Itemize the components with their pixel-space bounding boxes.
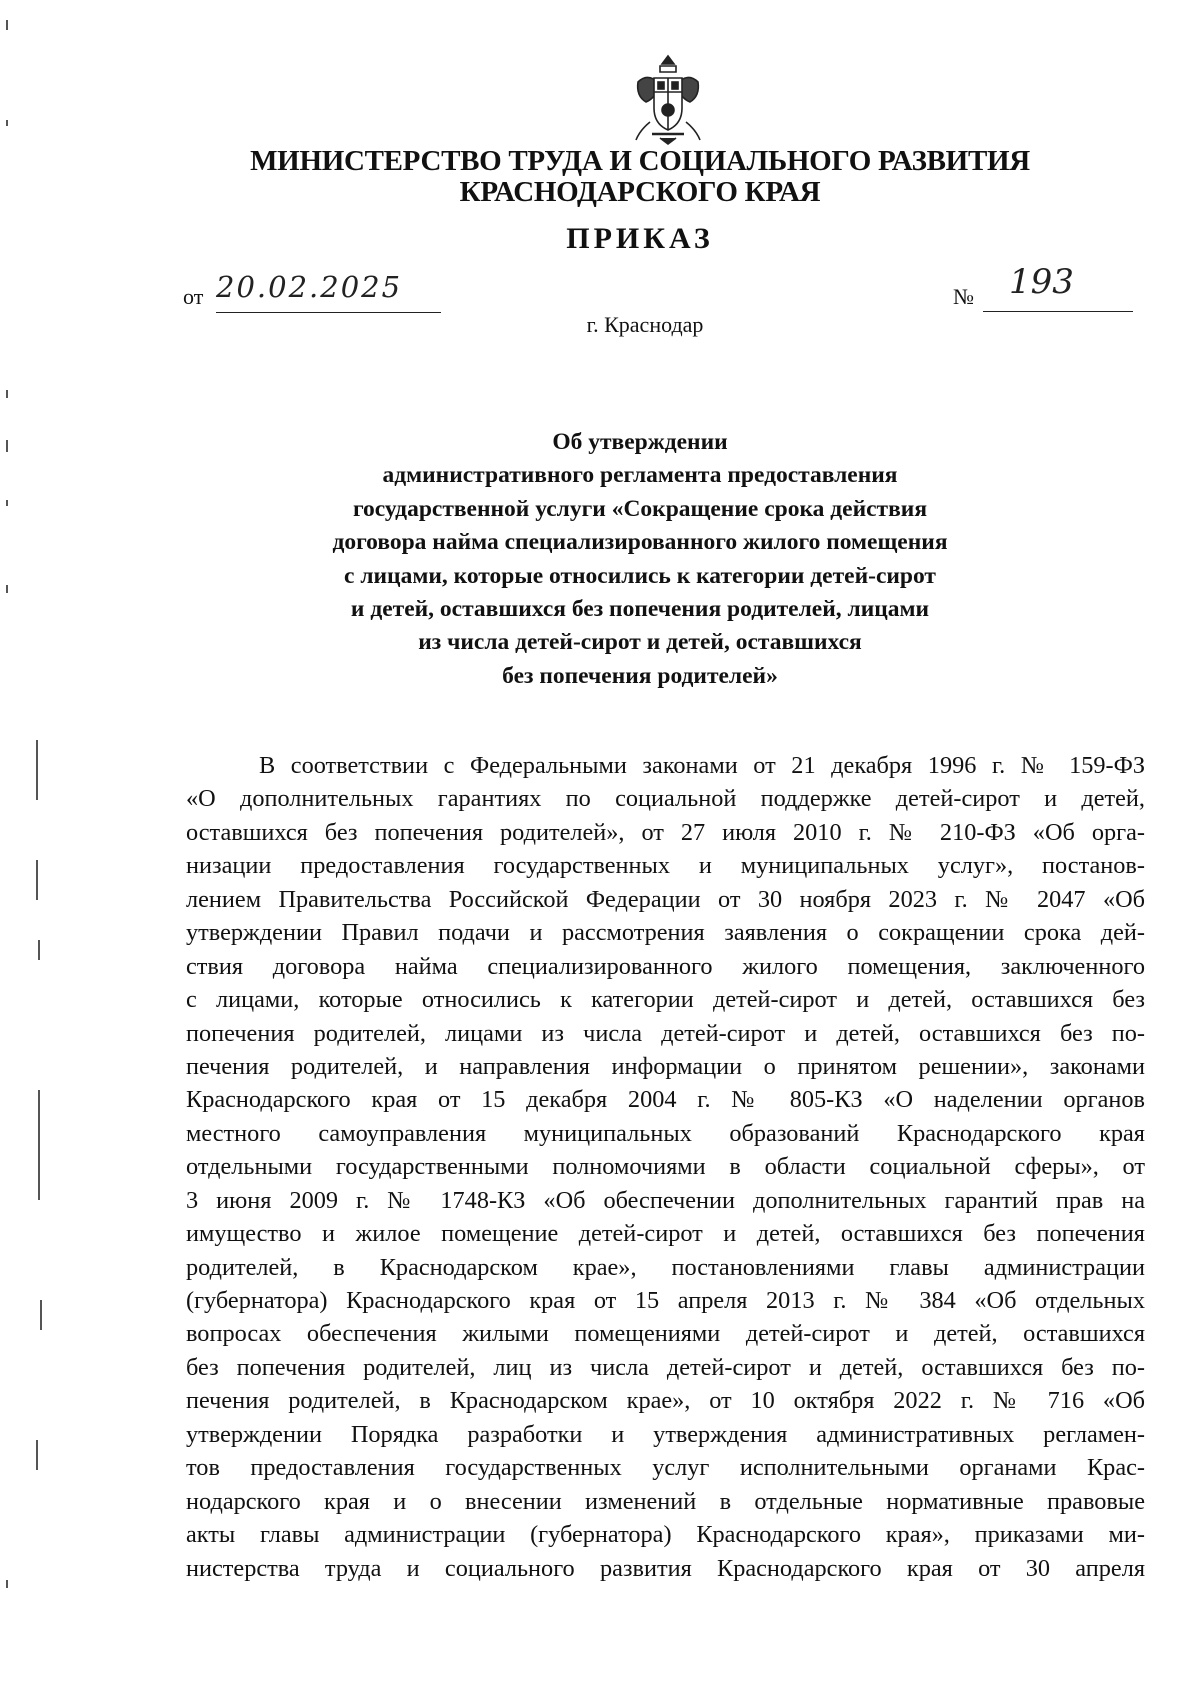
body-line: утверждении Порядка разработки и утверждения административных регламен- <box>186 1420 1145 1448</box>
date-prefix: от <box>183 284 204 309</box>
coat-of-arms-icon <box>630 52 706 146</box>
order-number <box>953 262 1133 314</box>
body-line: лением Правительства Российской Федерации от 30 ноября 2023 г. № 2047 «Об <box>186 885 1145 913</box>
body-line: отдельными государственными полномочиями в области социальной сферы», от <box>186 1153 1145 1181</box>
body-line: попечения родителей, лицами из числа детей-сирот и детей, оставшихся без по- <box>186 1019 1145 1047</box>
title-line: и детей, оставшихся без попечения родителей, лицами <box>350 596 930 623</box>
body-line: (губернатора) Краснодарского края от 15 апреля 2013 г. № 384 «Об отдельных <box>186 1287 1145 1314</box>
body-line: нодарского края и о внесении изменений в отдельные нормативные правовые <box>186 1487 1145 1515</box>
title-line: административного регламента предоставления <box>382 462 898 489</box>
ministry-line: КРАСНОДАРСКОГО КРАЯ <box>459 176 821 208</box>
ministry-line: МИНИСТЕРСТВО ТРУДА И СОЦИАЛЬНОГО РАЗВИТИЯ <box>250 145 1030 177</box>
body-line: ствия договора найма специализированного жилого помещения, заключенного <box>186 952 1145 980</box>
body-line: 3 июня 2009 г. № 1748-КЗ «Об обеспечении дополнительных гарантий прав на <box>186 1186 1145 1214</box>
body-line: имущество и жилое помещение детей-сирот и детей, оставшихся без попечения <box>186 1220 1145 1248</box>
document-type: ПРИКАЗ <box>566 222 714 255</box>
body-line: местного самоуправления муниципальных образований Краснодарского края <box>186 1119 1145 1147</box>
city-line: г. Краснодар <box>586 312 704 337</box>
body-line: низации предоставления государственных и муниципальных услуг», постанов- <box>186 852 1145 880</box>
order-body-paragraph <box>186 749 1145 1585</box>
body-line: утверждении Правил подачи и рассмотрения заявления о сокращении срока дей- <box>186 919 1145 947</box>
body-line: В соответствии с Федеральными законами от 21 декабря 1996 г. № 159-ФЗ <box>259 752 1145 779</box>
body-line: «О дополнительных гарантиях по социальной поддержке детей-сирот и детей, <box>186 785 1145 813</box>
number-prefix: № <box>953 284 974 309</box>
title-line: договора найма специализированного жилого помещения <box>332 529 948 556</box>
body-line: оставшихся без попечения родителей», от 27 июля 2010 г. № 210-ФЗ «Об орга- <box>186 818 1145 846</box>
scan-edge-marks <box>6 0 16 1697</box>
handwritten-number: 193 <box>983 262 1133 312</box>
body-line: Краснодарского края от 15 декабря 2004 г. № 805-КЗ «О наделении органов <box>186 1086 1145 1114</box>
order-title <box>280 426 1000 693</box>
title-line: государственной услуги «Сокращение срока действия <box>352 495 928 522</box>
title-line: из числа детей-сирот и детей, оставшихся <box>418 629 862 656</box>
body-line: без попечения родителей, лиц из числа детей-сирот и детей, оставшихся без по- <box>186 1353 1145 1381</box>
body-line: вопросах обеспечения жилыми помещениями детей-сирот и детей, оставшихся <box>186 1320 1145 1348</box>
order-date <box>183 270 443 314</box>
title-line: Об утверждении <box>552 429 728 455</box>
ministry-name <box>240 146 1040 208</box>
body-line: родителей, в Краснодарском крае», постановлениями главы администрации <box>186 1253 1145 1281</box>
body-line: печения родителей, в Краснодарском крае», от 10 октября 2022 г. № 716 «Об <box>186 1387 1145 1415</box>
body-line: печения родителей, и направления информации о принятом решении», законами <box>186 1052 1145 1080</box>
title-line: без попечения родителей» <box>502 662 778 689</box>
handwritten-date: 20.02.2025 <box>216 270 441 313</box>
body-line: акты главы администрации (губернатора) Краснодарского края», приказами ми- <box>186 1521 1145 1549</box>
body-line: нистерства труда и социального развития Краснодарского края от 30 апреля <box>186 1554 1145 1582</box>
body-line: с лицами, которые относились к категории детей-сирот и детей, оставшихся без <box>186 986 1145 1014</box>
body-line: тов предоставления государственных услуг исполнительными органами Крас- <box>186 1454 1145 1482</box>
title-line: с лицами, которые относились к категории детей-сирот <box>344 562 936 589</box>
